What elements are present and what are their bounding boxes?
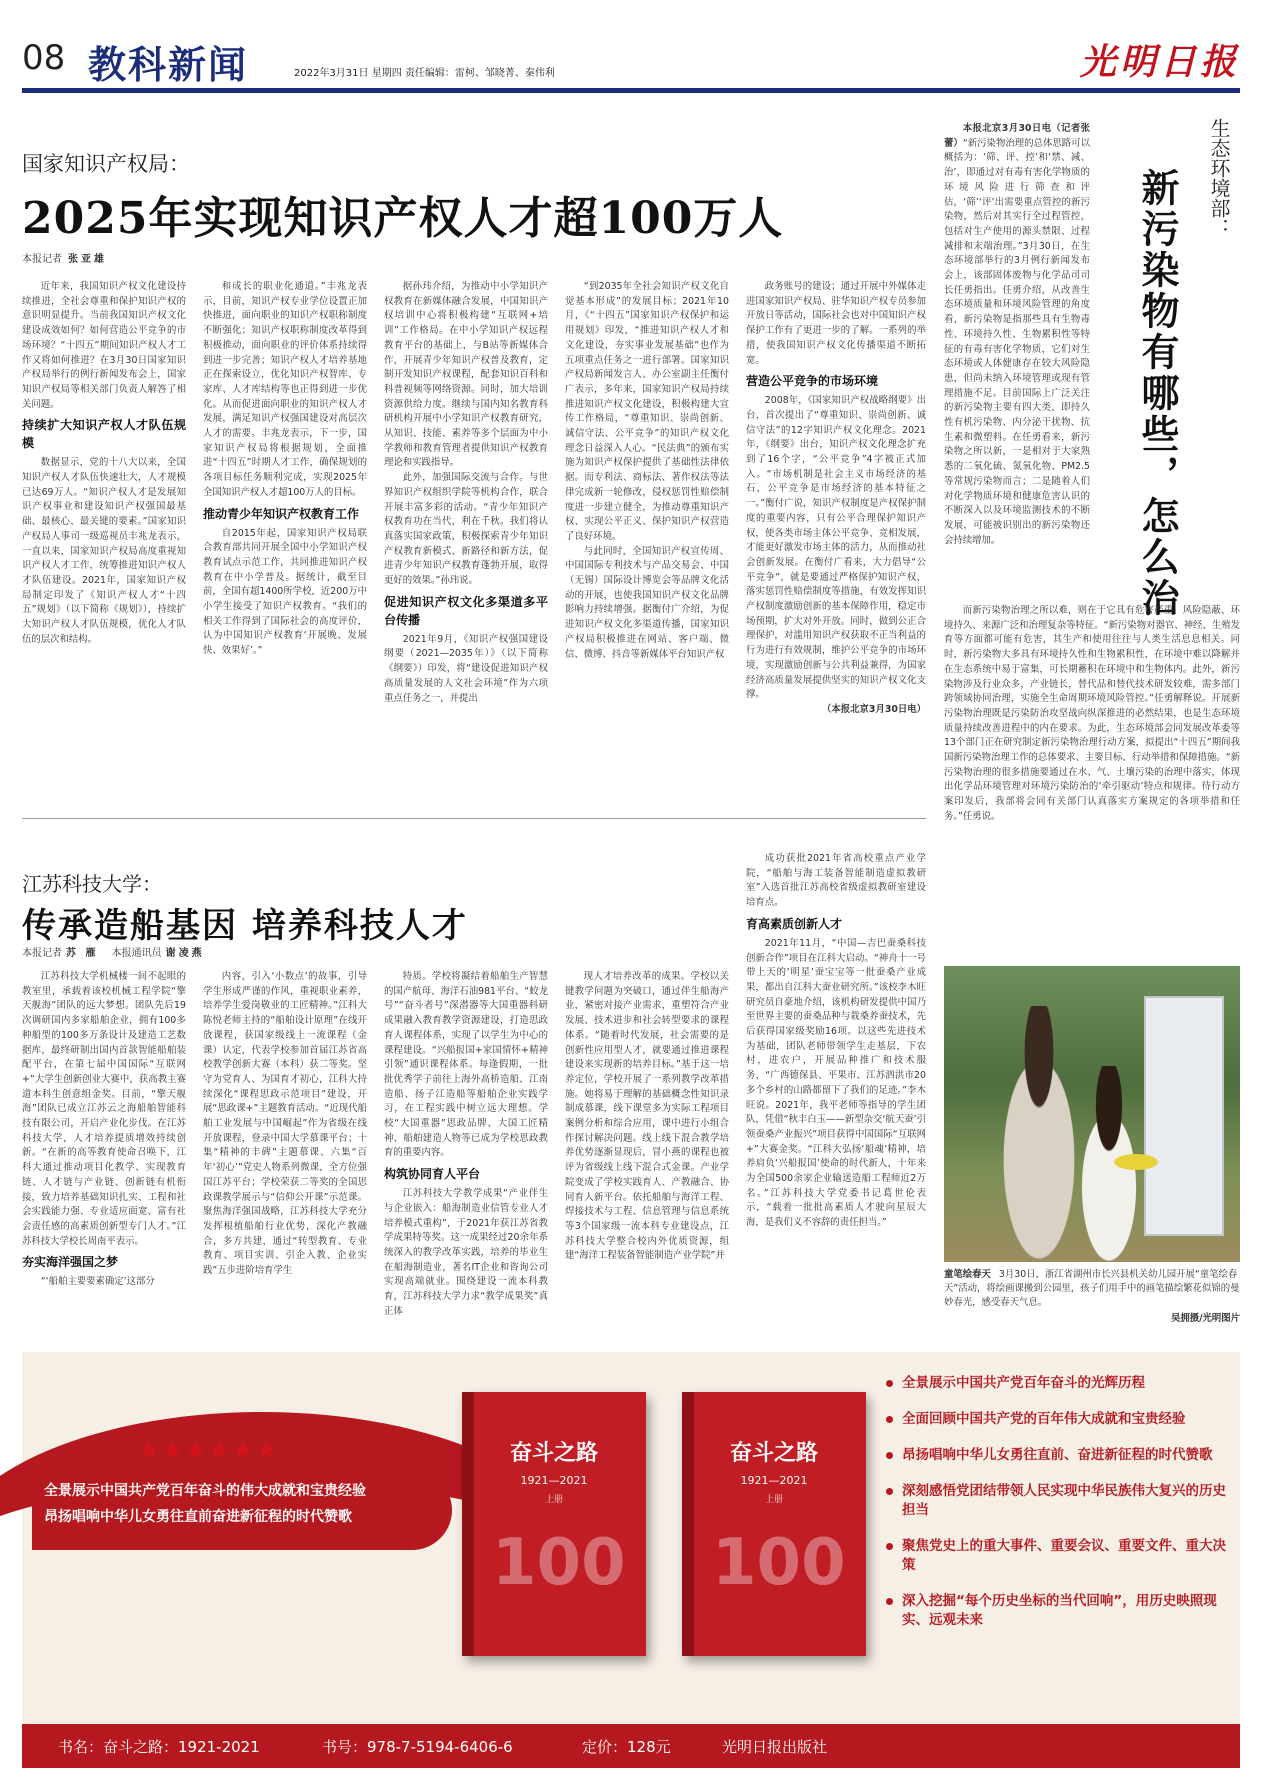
- article-paragraph: 此外，加强国际交流与合作。与世界知识产权组织学院等机构合作，联合开展丰富多彩的活动。“青少年知识产权教育功在当代，利在千秋。我们将认真落实国家政策，积极探索青少年知识产权教育新模式、新路径和新方法，促进青少年知识产权教育蓬勃开展，取得更好的效果。”孙玮说。: [384, 472, 548, 587]
- book-years: 1921—2021: [740, 1474, 808, 1487]
- news-photo: [944, 966, 1240, 1262]
- byline-label: 本报记者: [22, 948, 62, 959]
- photo-caption: [944, 1268, 1240, 1310]
- article2-subhead-3: 育高素质创新人才: [746, 916, 843, 931]
- article2-subhead-2: 构筑协同育人平台: [384, 1167, 481, 1182]
- article-paragraph: 江苏科技大学教学成果“产业伴生与企业嵌入：船海制造业信管专业人才培养模式重构”，于2021年获江苏省教学成果特等奖。这一成果经过20余年系统深入的教学改革实践，培养的毕业生在船海制造业，著名IT企业和咨询公司实现高端就业。围绕建设一流本科教育，江苏科技大学力求“教学成果奖”真正体: [384, 1188, 548, 1317]
- byline-name: 张亚雄: [68, 254, 107, 265]
- article1-subhead-4: 营造公平竞争的市场环境: [746, 374, 879, 389]
- article1-column-1: [22, 280, 186, 810]
- right-article-headline: 新污染物有哪些，怎么治: [1135, 168, 1180, 619]
- ad-bullet: 全面回顾中国共产党的百年伟大成就和宝贵经验: [886, 1410, 1226, 1429]
- article-paragraph: 近年来，我国知识产权文化建设持续推进，全社会尊重和保护知识产权的意识明显提升。当前我国知识产权文化建设成效如何？如何营造公平竞争的市场环境？“十四五”期间知识产权人才工作又将如何推进？在3月30日国家知识产权局举行的例行新闻发布会上，国家知识产权局等相关部门负责人解答了相关问题。: [22, 281, 186, 410]
- article1-subhead-1: 持续扩大知识产权人才队伍规模: [22, 418, 186, 451]
- article2-subhead-1: 夯实海洋强国之梦: [22, 1255, 119, 1270]
- masthead: [22, 30, 1240, 86]
- article1-column-2: [203, 280, 367, 810]
- ad-bullet: 深入挖掘“每个历史坐标的当代回响”，用历史映照现实、远观未来: [886, 1592, 1226, 1630]
- ad-slogan-1: 全景展示中国共产党百年奋斗的伟大成就和宝贵经验: [44, 1483, 366, 1499]
- article2-column-2: [203, 970, 367, 1332]
- ad-footer: [22, 1724, 1240, 1768]
- ad-publisher: 光明日报出版社: [722, 1738, 828, 1756]
- article-paragraph: “到2035年全社会知识产权文化自觉基本形成”的发展目标；2021年10月，《“十四五”国家知识产权保护和运用规划》印发，“推进知识产权人才和文化建设，夯实事业发展基础”也作为五项重点任务之一进行部署。国家知识产权局新闻发言人、办公室副主任衡付广表示，多年来，国家知识产权局持续推进知识产权文化建设，积极构建大宣传工作格局，“尊重知识、崇尚创新、诚信守法、公平竞争”的知识产权文化理念日益深入人心。“民法典”的颁布实施为知识产权保护提供了基础性法律依据。而专利法、商标法、著作权法等法律完成新一轮修改，侵权惩罚性赔偿制度进一步建立健全，为推动尊重知识产权、实现公平正义、保护知识产权营造了良好环境。: [565, 281, 729, 542]
- article-paragraph: 2021年11月，“中国—吉巴蚕桑科技创新合作”项目在江科大启动。“神舟十一号带上天的‘明星’蚕宝宝等一批蚕桑产业成果，都出自江科大蚕业研究所。”该校李木旺研究员自豪地介绍，该机构研发提供中国乃至世界主要的蚕桑品种与栽桑养蚕技术，先后获得国家级奖励16项。以这些先进技术为基础，团队老师带领学生走基层，下农村，进农户，开展品种推广和技术服务，“广西德保县、平果市、江苏泗洪市20多个乡村的山路都留下了我们的足迹。”李木旺说。2021年，我平老师等指导的学生团队，凭借“秋丰白玉——新型杂交‘航天蚕’引领蚕桑产业振兴”项目获得中国国际“互联网+”大赛金奖。“江科大弘扬‘船魂’精神，培养肩负‘兴船报国’使命的时代新人，十年来为全国500余家企业输送造船工程师近2万名。”江苏科技大学党委书记葛世伦表示，“载着一批批高素质人才驶向星辰大海，是我们义不容辞的责任担当。”: [746, 937, 926, 1229]
- article-paragraph: 和成长的职业化通道。”丰兆龙表示，目前，知识产权专业学位设置正加快推进，面向职业的知识产权职称制度不断强化；知识产权职称制度改革得到积极推动，面向职业的评价体系持续得到进一步完善；知识产权人才培养基地正在探索设立，优化知识产权智库、专家库、人才库结构等也正得到进一步优化。从而促进面向职业的知识产权人才发展，满足知识产权强国建设对高层次人才的需要。丰兆龙表示，下一步，国家知识产权局将根据规划，全面推进“十四五”时期人才工作，确保规划的各项目标任务顺利完成，实现2025年全国知识产权人才超100万人的目标。: [203, 281, 367, 498]
- article-paragraph: 数据显示，党的十八大以来，全国知识产权人才队伍快速壮大，人才规模已达69万人。“知识产权人才是发展知识产权事业和建设知识产权强国最基础、最核心、最关键的要素。”国家知识产权局人事司一级巡视员丰兆龙表示，一直以来，国家知识产权局高度重视知识产权人才工作，统筹推进知识产权人才队伍建设。2021年，国家知识产权局制定印发了《知识产权人才“十四五”规划》（以下简称《规划》），持续扩大知识产权人才队伍规模，优化人才队伍的层次和结构。: [22, 457, 186, 645]
- book-title: 奋斗之路: [729, 1440, 818, 1466]
- page-number: 08: [22, 38, 66, 78]
- article2-byline: [22, 944, 215, 959]
- article-paragraph: 成功获批2021年省高校重点产业学院，“船舶与海工装备智能制造虚拟教研室”入选首批江苏高校省级虚拟教研室建设培育点。: [746, 853, 926, 909]
- photo-caption-text: 3月30日，浙江省湖州市长兴县机关幼儿园开展“童笔绘春天”活动，将绘画课搬到公园里，孩子们用手中的画笔描绘繁花似锦的曼妙春光，感受春天气息。: [944, 1269, 1240, 1308]
- section-divider: [22, 818, 926, 819]
- section-title: 教科新闻: [88, 43, 249, 87]
- ad-isbn: 书号：978-7-5194-6406-6: [322, 1738, 513, 1756]
- article2-column-3: [384, 970, 548, 1332]
- ad-bullet: 聚焦党史上的重大事件、重要会议、重要文件、重大决策: [886, 1537, 1226, 1575]
- book-100-mark: 100: [712, 1526, 846, 1600]
- article2-column-5: [746, 852, 926, 1332]
- right-article-kicker: 生态环境部：: [1207, 118, 1231, 238]
- article-paragraph: 与此同时，全国知识产权宣传周、中国国际专利技术与产品交易会、中国（无锡）国际设计博览会等品牌文化活动的开展，也使我国知识产权文化品牌影响力持续增强。据衡付广介绍，为促进知识产权文化多渠道传播，国家知识产权局积极推进在网站、客户端、微信、微博、抖音等新媒体平台知识产权: [565, 545, 729, 660]
- byline-name: 苏 雁: [66, 948, 99, 959]
- article-paragraph: “‘船舶主要要素确定’这部分: [40, 1276, 155, 1288]
- book-cover: [682, 1392, 866, 1656]
- ad-bullet: 全景展示中国共产党百年奋斗的光辉历程: [886, 1374, 1226, 1393]
- ad-slogan-2: 昂扬唱响中华儿女勇往直前奋进新征程的时代赞歌: [44, 1509, 352, 1525]
- article1-dateline: （本报北京3月30日电）: [822, 703, 926, 715]
- article2-column-1: [22, 970, 186, 1332]
- article2-kicker: 江苏科技大学：: [22, 872, 162, 896]
- masthead-rule: [22, 88, 1240, 93]
- book-volume: 上册: [544, 1495, 563, 1505]
- article-paragraph: 而新污染物治理之所以难，则在于它具有危害严重、风险隐蔽、环境持久、来源广泛和治理复杂等特征。“新污染物对器官、神经、生殖发育等方面都可能有危害，其生产和使用往往与人类生活息息相关。同时，新污染物大多具有环境持久性和生物累积性，在环境中难以降解并在生态系统中易于富集，可长期蓄积在环境中和生物体内。此外，新污染物涉及行业众多，产业链长，替代品和替代技术研发较难，需多部门跨领域协同治理，实施全生命周期环境风险管控。”任勇解释说。开展新污染物治理既是污染防治攻坚战向纵深推进的必然结果，也是生态环境质量持续改善进程中的内在要求。为此，生态环境部会同发展改革委等13个部门正在研究制定新污染物治理行动方案，拟提出“十四五”期间我国新污染物治理工作的总体要求、主要目标、行动举措和保障措施。“新污染物治理的很多措施要通过在水、气、土壤污染的治理中落实，体现出化学品环境管理对环境污染防治的‘牵引驱动’特点和规律。待行动方案印发后，我部将会同有关部门认真落实方案规定的各项举措和任务。”任勇说。: [944, 605, 1240, 822]
- article2-headline: 传承造船基因 培养科技人才: [22, 906, 468, 946]
- ad-bullet-list: [886, 1374, 1226, 1647]
- right-article-dateline: 本报北京3月30日电（记者张蕾）: [944, 123, 1090, 149]
- article1-headline: 2025年实现知识产权人才超100万人: [22, 193, 784, 244]
- article-paragraph: 内容，引入‘小数点’的故事，引导学生形成严谨的作风，重视职业素养，培养学生爱岗敬业的工匠精神。”江科大陈悦老师主持的“船舶设计原理”在线开放课程，获国家级线上一流课程（金课）认定，代表学校参加首届江苏省高校教学创新大赛（本科）获二等奖。坚守为党育人、为国育才初心，江科大持续深化“课程思政示范项目”建设，开展“思政课+”主题教育活动。“近现代船舶工业发展与中国崛起”作为省级在线开放课程，登录中国大学慕课平台；十集“精神的丰碑”主题慕课、六集“百年‘初心’”党史人物系列微课，全方位强国江苏平台；学校荣获二等奖的全国思政课教学展示与“信仰公开课”示范课。聚焦海洋强国战略，江苏科技大学充分发挥根植船舶行业优势，深化产教融合，多方共建，通过“转型教育、专业教育、项目实训、引企入教、企业实践”五步进阶培育学生: [203, 971, 367, 1277]
- article-paragraph: 江苏科技大学机械楼一间不起眼的教室里，承载着该校机械工程学院“擎天舰海”团队的远大梦想。团队先后19次调研国内多家船舶企业，拥有100多种船型的100多万条设计及建造工艺数据库，最终研制出国内首款智能船舶装配平台，在第七届中国国际“互联网+”大学生创新创业大赛中，获高教主赛道本科生创意组金奖。目前，“擎天舰海”团队已成立江苏云之海船舶智能科技有限公司，开启产业化步伐。在江苏科技大学，人才培养提质增效持续创新。“在新的高等教育使命召唤下，江科大通过推动项目化教学、实现教育链、人才链与产业链、创新链有机衔接，致力培养基础知识扎实、工程和社会实践能力强、专业适应面宽、富有社会责任感的高素质创新型专门人才。”江苏科技大学校长周南平表示。: [22, 971, 186, 1247]
- star-row: ★★★★★★: [138, 1436, 280, 1464]
- book-volume: 上册: [764, 1495, 783, 1505]
- article-paragraph: 2008年，《国家知识产权战略纲要》出台，首次提出了“尊重知识、崇尚创新、诚信守法”的12字知识产权文化理念。2021年，《纲要》出台，知识产权文化理念扩充到了16个字，“公平竞争”4字被正式加入。“市场机制是社会主义市场经济的基石，公平竞争是市场经济的基本特征之一。”衡付广说，知识产权制度是产权保护制度的重要内容，只有公平合理保护知识产权，使各类市场主体公平竞争、竞相发展，才能更好激发市场主体的活力，从而推动社会创新发展。在衡付广看来，大力倡导“公平竞争”，就是要通过严格保护知识产权，落实惩罚性赔偿制度等措施，有效发挥知识产权制度激励创新的基本保障作用，稳定市场预期，扩大对外开放。同时，做到公正合理保护，对滥用知识产权获取不正当利益的行为进行有效规制，维护公平竞争的市场环境，实现激励创新与公共利益兼得，为国家经济高质量发展提供坚实的知识产权文化支撑。: [746, 395, 926, 701]
- ad-price: 定价：128元: [582, 1738, 671, 1756]
- article1-column-5: [746, 280, 926, 810]
- byline-name: 谢凌燕: [165, 948, 205, 959]
- article-paragraph: 特质。学校将凝结着船舶生产智慧的国产航母、海洋石油981平台、“蛟龙号”“奋斗者号”深潜器等大国重器科研成果融入教育教学资源建设，打造思政育人课程体系，实现了以学生为中心的课程建设。“兴船报国+家国情怀+精神引领”通识课程体系。每逢假期，一批批优秀学子前往上海外高桥造船、江南造船、扬子江造船等船舶企业实践学习，在工程实践中树立远大理想。学校“大国重器”思政品牌、大国工匠精神、船舶建造人物等已成为学校思政教育的重要内容。: [384, 971, 548, 1159]
- book-years: 1921—2021: [520, 1474, 588, 1487]
- article-paragraph: 现人才培养改革的成果。学校以关键教学问题为突破口，通过伴生船海产业，紧密对接产业需求，重塑符合产业发展、技术进步和社会转型要求的课程体系。“随着时代发展，社会需要的是创新性应用型人才，就要通过推进课程建设来实现新的培养目标。”基于这一培养定位，学校开展了一系列教学改革措施。她将易于理解的基础概念性知识录制成慕课，线下课堂多为实际工程项目案例分析和综合应用，课中进行小组合作探讨解决问题。线上线下混合教学培养优势逐渐显现后，冒小燕的课程也被评为省级线上线下混合式金课。产业学院变成了学校实践育人、产教融合、协同育人新平台。依托船舶与海洋工程、焊接技术与工程、信息管理与信息系统等3个国家级一流本科专业建设点，江苏科技大学整合校内外优质资源，组建“海洋工程装备智能制造产业学院”并: [565, 971, 729, 1262]
- byline-label: 本报记者: [22, 254, 62, 265]
- paint-bowl: [1114, 1154, 1158, 1170]
- article1-kicker: 国家知识产权局：: [22, 152, 190, 176]
- article-paragraph: 据孙玮介绍，为推动中小学知识产权教育在新媒体融合发展，中国知识产权培训中心将积极构建“互联网+培训”工作格局。在中小学知识产权远程教育平台的基础上，与B站等新媒体合作，开展青少年知识产权普及教育，定制开发知识产权课程，配套知识百科和科普视频等网络资源。同时，加大培训资源供给力度。继续与国内知名教育科研机构开展中小学知识产权教育研究，从知识、技能、素养等多个层面为中小学教师和教育管理者提供知识产权教育理论和实践指导。: [384, 281, 548, 469]
- ad-book-name: 书名：奋斗之路：1921-2021: [58, 1738, 260, 1756]
- article2-column-4: [565, 970, 729, 1332]
- article1-subhead-3: 促进知识产权文化多渠道多平台传播: [384, 594, 548, 627]
- article1-subhead-2: 推动青少年知识产权教育工作: [203, 506, 360, 521]
- ad-bullet: 昂扬唱响中华儿女勇往直前、奋进新征程的时代赞歌: [886, 1446, 1226, 1465]
- ad-bullet: 深刻感悟党团结带领人民实现中华民族伟大复兴的历史担当: [886, 1482, 1226, 1520]
- article1-byline: [22, 250, 107, 265]
- book-title: 奋斗之路: [509, 1440, 598, 1466]
- article-paragraph: 政务账号的建设；通过开展中外媒体走进国家知识产权局、驻华知识产权专员参加开放日等活动，国际社会也对中国知识产权保护工作有了更进一步的了解。一系列的举措，使我国知识产权文化传播渠道不断拓宽。: [746, 281, 926, 366]
- photo-caption-title: 童笔绘春天: [944, 1269, 991, 1280]
- book-cover: [462, 1392, 646, 1656]
- easel-shape: [1144, 996, 1224, 1236]
- article-paragraph: 2021年9月，《知识产权强国建设纲要（2021—2035年）》（以下简称《纲要》）印发，将“建设促进知识产权高质量发展的人文社会环境”作为六项重点任务之一，并提出: [384, 633, 548, 704]
- newspaper-logo: 光明日报: [1079, 41, 1240, 83]
- article-paragraph: “新污染物治理的总体思路可以概括为：‘筛、评、控’和‘禁、减、治’，即通过对有毒有害化学物质的环境风险进行筛查和评估，‘筛’‘评’出需要重点管控的新污染物，然后对其实行全过程管控，包括对生产使用的源头禁限、过程减排和末端治理。”3月30日，在生态环境部举行的3月例行新闻发布会上，该部固体废物与化学品司司长任勇指出。任勇介绍，从改善生态环境质量和环境风险管理的角度看，新污染物是指那些具有生物毒性、环境持久性、生物累积性等特征的有毒有害化学物质，它们对生态环境或人体健康存在较大风险隐患，但尚未纳入环境管理或现有管理措施不足。目前国际上广泛关注的新污染物主要有四大类，即持久性有机污染物、内分泌干扰物、抗生素和微塑料。在任勇看来，新污染物之所以新，一是相对于大家熟悉的二氧化硫、氮氧化物、PM2.5等常规污染物而言；二是随着人们对化学物质环境和健康危害认识的不断深入以及环境监测技术的不断发展，可能被识别出的新污染物还会持续增加。: [944, 137, 1090, 546]
- article1-column-4: [565, 280, 729, 810]
- article-paragraph: 自2015年起，国家知识产权局联合教育部共同开展全国中小学知识产权教育试点示范工作，共同推进知识产权教育在中小学普及。据统计，截至目前，全国有超1400所学校，近200万中小学生接受了知识产权教育。“我们的相关工作得到了国际社会的高度评价，认为中国知识产权教育‘开展晚、发展快、效果好’。”: [203, 527, 367, 657]
- right-article-body-continued: [944, 604, 1240, 822]
- issue-meta: 2022年3月31日 星期四 责任编辑：雷柯、邹晓菁、秦伟利: [294, 68, 555, 79]
- book-advertisement: [22, 1352, 1240, 1768]
- byline-label: 本报通讯员: [111, 948, 162, 959]
- book-100-mark: 100: [492, 1526, 626, 1600]
- photo-credit: 吴拥摄/光明图片: [1170, 1313, 1240, 1324]
- article1-column-3: [384, 280, 548, 810]
